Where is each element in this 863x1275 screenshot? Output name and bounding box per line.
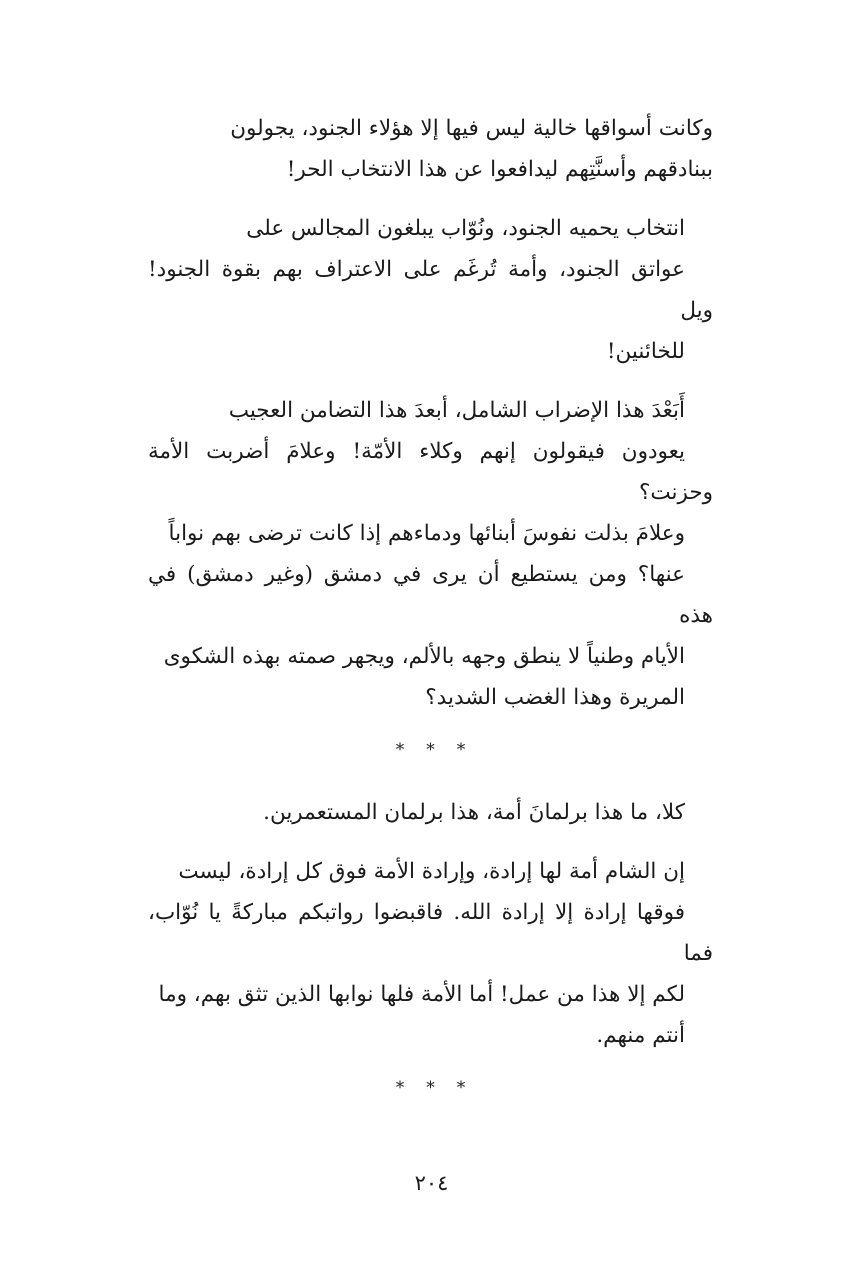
text-line: يعودون فيقولون إنهم وكلاء الأمّة! وعلامَ أضربت الأمة وحزنت؟ — [148, 439, 713, 505]
text-line: الأيام وطنياً لا ينطق وجهه بالألم، ويجهر صمته بهذه الشكوى — [163, 644, 685, 669]
asterisk-ornament: * — [395, 740, 405, 760]
text-line: للخائنين! — [606, 339, 685, 364]
asterisk-ornament: * — [456, 740, 466, 760]
asterisk-ornament: * — [395, 1078, 405, 1098]
text-line: أَبَعْدَ هذا الإضراب الشامل، أبعدَ هذا التضامن العجيب — [228, 398, 685, 423]
page-body — [148, 108, 713, 1208]
text-line: عواتق الجنود، وأمة تُرغَم على الاعتراف بهم بقوة الجنود! ويل — [148, 257, 713, 323]
text-line: انتخاب يحميه الجنود، ونُوّاب يبلغون المجالس على — [246, 216, 685, 241]
page-number: ٢٠٤ — [414, 1171, 449, 1195]
asterisk-ornament: * — [456, 1078, 466, 1098]
text-line: عنها؟ ومن يستطيع أن يرى في دمشق (وغير دمشق) في هذه — [148, 562, 713, 628]
text-line: فوقها إرادة إلا إرادة الله. فاقبضوا رواتبكم مباركةً يا نُوّاب، فما — [148, 900, 713, 966]
section-separator — [148, 1074, 713, 1102]
asterisk-ornament: * — [426, 1078, 435, 1098]
paragraph-1 — [148, 108, 713, 190]
paragraph-5 — [148, 851, 713, 1056]
text-line: إن الشام أمة لها إرادة، وإرادة الأمة فوق كل إرادة، ليست — [178, 859, 685, 884]
paragraph-4 — [148, 792, 713, 833]
text-line: وكانت أسواقها خالية ليس فيها إلا هؤلاء الجنود، يجولون — [230, 116, 713, 141]
section-separator — [148, 736, 713, 764]
asterisk-ornament: * — [426, 740, 435, 760]
text-line: أنتم منهم. — [596, 1023, 685, 1048]
text-line: لكم إلا هذا من عمل! أما الأمة فلها نوابها الذين تثق بهم، وما — [158, 982, 685, 1007]
text-line: ببنادقهم وأسنَّتِهم ليدافعوا عن هذا الانتخاب الحر! — [286, 157, 713, 182]
text-line: كلا، ما هذا برلمانَ أمة، هذا برلمان المستعمرين. — [263, 800, 685, 825]
paragraph-3 — [148, 390, 713, 718]
paragraph-2 — [148, 208, 713, 372]
text-line: وعلامَ بذلت نفوسَ أبنائها ودماءهم إذا كانت ترضى بهم نواباً — [168, 521, 685, 546]
text-line: المريرة وهذا الغضب الشديد؟ — [425, 685, 685, 710]
